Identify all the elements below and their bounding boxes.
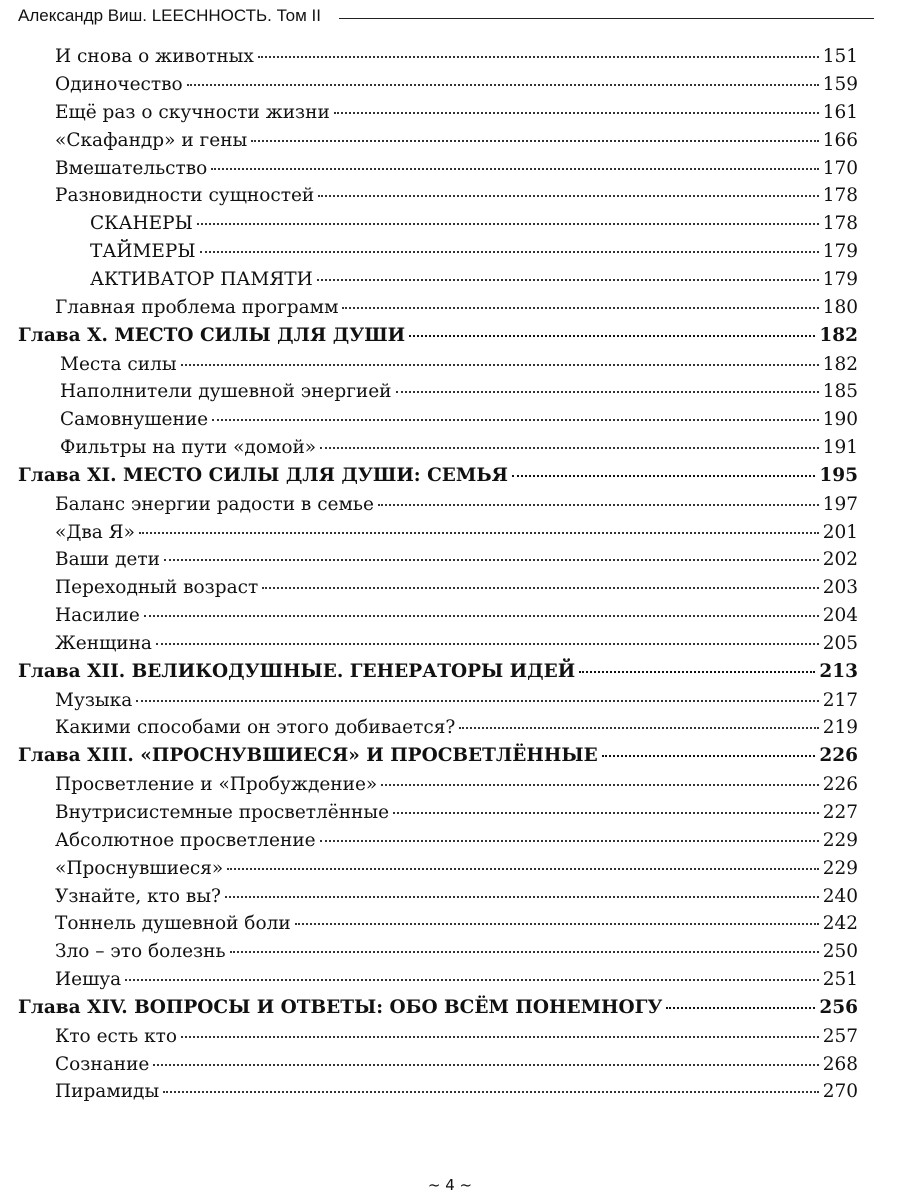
toc-entry-page: 182: [822, 353, 858, 375]
dot-leader: [163, 1091, 819, 1093]
toc-entry[interactable]: [18, 74, 858, 102]
toc-chapter[interactable]: [18, 465, 858, 494]
chapter-title: Глава X. МЕСТО СИЛЫ ДЛЯ ДУШИ: [18, 324, 406, 346]
toc-entry[interactable]: [18, 774, 858, 802]
toc-entry-title: «Проснувшиеся»: [55, 857, 224, 879]
dot-leader: [334, 112, 819, 114]
page-number: ~ 4 ~: [427, 1176, 473, 1194]
toc-entry[interactable]: [18, 185, 858, 213]
toc-chapter[interactable]: [18, 997, 858, 1026]
toc-entry-page: 166: [822, 129, 858, 151]
header-rule: [339, 18, 874, 19]
toc-chapter[interactable]: [18, 745, 858, 774]
toc-entry[interactable]: [18, 46, 858, 74]
dot-leader: [318, 195, 818, 197]
toc-entry-page: 179: [822, 269, 858, 291]
toc-entry-title: Сознание: [55, 1053, 150, 1075]
dot-leader: [139, 532, 819, 534]
toc-entry-page: 268: [822, 1053, 858, 1075]
dot-leader: [512, 475, 815, 477]
toc-entry-page: 203: [822, 577, 858, 599]
dot-leader: [230, 951, 819, 953]
dot-leader: [396, 391, 819, 393]
toc-entry-page: 170: [822, 157, 858, 179]
toc-subentry[interactable]: [18, 241, 858, 269]
toc-entry-title: Абсолютное просветление: [55, 829, 316, 851]
dot-leader: [181, 364, 819, 366]
dot-leader: [144, 615, 819, 617]
toc-entry-title: И снова о животных: [55, 46, 254, 67]
toc-entry-title: СКАНЕРЫ: [90, 213, 193, 235]
toc-entry-page: 250: [822, 941, 858, 963]
toc-entry-page: 190: [822, 409, 858, 431]
toc-entry[interactable]: [18, 297, 858, 325]
toc-entry-page: 226: [822, 773, 858, 795]
toc-entry[interactable]: [18, 717, 858, 745]
toc-entry-title: Какими способами он этого добивается?: [55, 717, 456, 739]
toc-entry[interactable]: [18, 802, 858, 830]
toc-entry-title: Одиночество: [55, 73, 183, 95]
table-of-contents: [18, 46, 858, 1109]
toc-entry-title: Ещё раз о скучности жизни: [55, 101, 330, 123]
toc-subentry[interactable]: [18, 213, 858, 241]
toc-entry-title: Ваши дети: [55, 549, 160, 571]
dot-leader: [320, 447, 819, 449]
chapter-page: 226: [819, 745, 858, 767]
dot-leader: [227, 868, 818, 870]
toc-entry-page: 178: [822, 185, 858, 207]
toc-entry-title: «Два Я»: [55, 521, 135, 543]
toc-entry-page: 229: [822, 829, 858, 851]
dot-leader: [156, 643, 819, 645]
chapter-page: 195: [819, 465, 858, 487]
dot-leader: [666, 1007, 815, 1009]
chapter-page: 256: [819, 997, 858, 1019]
toc-entry-title: Наполнители душевной энергией: [60, 381, 392, 403]
toc-entry-title: Тоннель душевной боли: [55, 913, 291, 935]
toc-subentry[interactable]: [18, 269, 858, 297]
dot-leader: [378, 504, 819, 506]
toc-entry-title: Пирамиды: [55, 1081, 160, 1103]
toc-entry[interactable]: [18, 437, 858, 465]
toc-entry[interactable]: [18, 102, 858, 130]
toc-entry-title: ТАЙМЕРЫ: [90, 241, 196, 263]
dot-leader: [181, 1036, 819, 1038]
toc-entry-title: Разновидности сущностей: [55, 185, 315, 207]
toc-entry-page: 179: [822, 241, 858, 263]
toc-entry-page: 217: [822, 689, 858, 711]
toc-entry[interactable]: [18, 605, 858, 633]
dot-leader: [125, 979, 818, 981]
toc-entry[interactable]: [18, 158, 858, 186]
toc-entry-title: Музыка: [55, 689, 133, 711]
toc-entry[interactable]: [18, 1026, 858, 1054]
toc-entry[interactable]: [18, 549, 858, 577]
dot-leader: [153, 1064, 818, 1066]
toc-entry-title: Просветление и «Пробуждение»: [55, 773, 378, 795]
toc-entry-title: Самовнушение: [60, 409, 209, 431]
toc-entry[interactable]: [18, 381, 858, 409]
chapter-page: 213: [819, 661, 858, 682]
toc-chapter[interactable]: [18, 661, 858, 690]
toc-entry-title: Баланс энергии радости в семье: [55, 493, 374, 515]
dot-leader: [579, 671, 815, 673]
toc-entry[interactable]: [18, 409, 858, 437]
chapter-title: Глава XI. МЕСТО СИЛЫ ДЛЯ ДУШИ: СЕМЬЯ: [18, 465, 508, 487]
toc-entry-page: 151: [822, 46, 858, 67]
toc-entry[interactable]: [18, 913, 858, 941]
running-title: Александр Виш. LEECHНОСТЬ. Том II: [18, 6, 321, 25]
toc-entry[interactable]: [18, 577, 858, 605]
toc-entry-title: Женщина: [55, 633, 152, 655]
dot-leader: [409, 335, 815, 337]
dot-leader: [602, 755, 816, 757]
toc-entry-page: 251: [822, 969, 858, 991]
toc-entry-title: Узнайте, кто вы?: [55, 885, 221, 907]
toc-entry-page: 180: [822, 297, 858, 319]
toc-entry-title: Внутрисистемные просветлённые: [55, 801, 390, 823]
dot-leader: [164, 559, 819, 561]
chapter-title: Глава XII. ВЕЛИКОДУШНЫЕ. ГЕНЕРАТОРЫ ИДЕЙ: [18, 661, 576, 682]
toc-entry-page: 204: [822, 605, 858, 627]
toc-entry[interactable]: [18, 830, 858, 858]
dot-leader: [258, 56, 819, 58]
toc-entry[interactable]: [18, 1054, 858, 1082]
toc-entry-page: 219: [822, 717, 858, 739]
toc-entry-title: Места силы: [60, 353, 177, 375]
toc-entry[interactable]: [18, 941, 858, 969]
dot-leader: [225, 896, 819, 898]
dot-leader: [342, 307, 818, 309]
toc-entry[interactable]: [18, 690, 858, 718]
toc-entry[interactable]: [18, 354, 858, 382]
toc-entry-title: АКТИВАТОР ПАМЯТИ: [90, 269, 313, 291]
dot-leader: [295, 923, 819, 925]
toc-entry-page: 257: [822, 1025, 858, 1047]
dot-leader: [197, 223, 819, 225]
toc-chapter[interactable]: [18, 325, 858, 354]
chapter-page: 182: [819, 324, 858, 346]
toc-entry-page: 185: [822, 381, 858, 403]
toc-entry-page: 178: [822, 213, 858, 235]
toc-entry[interactable]: [18, 130, 858, 158]
toc-entry-title: Переходный возраст: [55, 577, 259, 599]
toc-entry-page: 227: [822, 801, 858, 823]
toc-entry-title: Кто есть кто: [55, 1025, 178, 1047]
toc-entry-page: 229: [822, 857, 858, 879]
toc-entry-page: 161: [822, 101, 858, 123]
toc-entry-page: 270: [822, 1081, 858, 1103]
dot-leader: [200, 251, 819, 253]
toc-entry[interactable]: [18, 522, 858, 550]
toc-entry-title: Вмешательство: [55, 157, 208, 179]
dot-leader: [393, 812, 819, 814]
toc-entry-page: 202: [822, 549, 858, 571]
toc-entry-title: Главная проблема программ: [55, 297, 339, 319]
dot-leader: [136, 700, 818, 702]
dot-leader: [212, 419, 819, 421]
chapter-title: Глава XIII. «ПРОСНУВШИЕСЯ» И ПРОСВЕТЛЁННЫЕ: [18, 745, 598, 767]
toc-entry-page: 242: [822, 913, 858, 935]
toc-entry[interactable]: [18, 969, 858, 997]
dot-leader: [251, 140, 818, 142]
toc-entry-page: 197: [822, 493, 858, 515]
toc-entry-page: 240: [822, 885, 858, 907]
toc-entry-page: 159: [822, 73, 858, 95]
toc-entry-page: 201: [822, 521, 858, 543]
dot-leader: [187, 84, 819, 86]
running-header: [18, 4, 874, 28]
toc-entry-title: Иешуа: [55, 969, 122, 991]
toc-entry-title: Насилие: [55, 605, 140, 627]
dot-leader: [459, 727, 818, 729]
toc-entry[interactable]: [18, 633, 858, 661]
toc-entry-page: 205: [822, 633, 858, 655]
dot-leader: [211, 168, 818, 170]
dot-leader: [262, 587, 818, 589]
dot-leader: [320, 840, 819, 842]
toc-entry[interactable]: [18, 494, 858, 522]
dot-leader: [317, 279, 819, 281]
toc-entry-title: «Скафандр» и гены: [55, 129, 248, 151]
dot-leader: [381, 784, 818, 786]
toc-entry[interactable]: [18, 886, 858, 914]
toc-entry-title: Фильтры на пути «домой»: [60, 437, 317, 459]
chapter-title: Глава XIV. ВОПРОСЫ И ОТВЕТЫ: ОБО ВСЁМ ПОНЕМНОГУ: [18, 997, 663, 1019]
toc-entry-page: 191: [822, 437, 858, 459]
toc-entry[interactable]: [18, 858, 858, 886]
toc-entry-title: Зло – это болезнь: [55, 941, 226, 963]
toc-entry[interactable]: [18, 1081, 858, 1109]
